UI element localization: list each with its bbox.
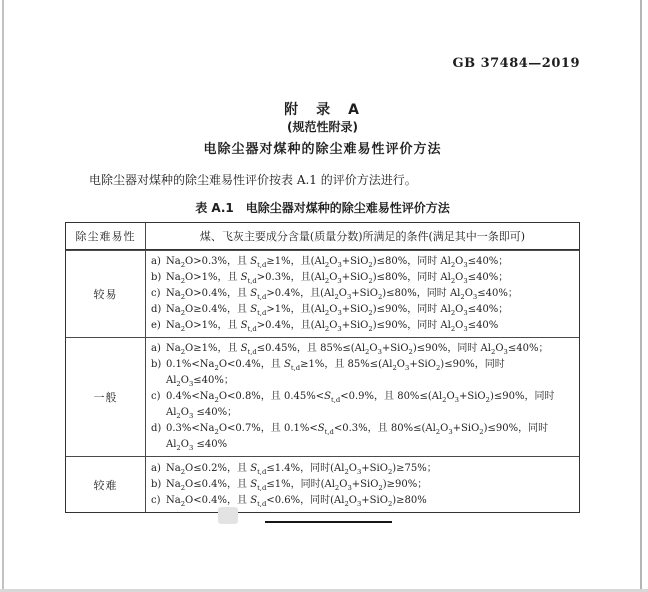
appendix-title: 电除尘器对煤种的除尘难易性评价方法: [203, 142, 442, 157]
condition-text: $Na_2O\le 0.4\%$，且 $S_{t,d}\le 1\%$，同时$(Al_2O_3+SiO_2)\ge 90\%$；: [166, 478, 428, 492]
condition-text: $Na_2O<0.4\%$，且 $S_{t,d}<0.6\%$，同时$(Al_2O_3+SiO_2)\ge 80\%$: [166, 494, 427, 508]
intro-paragraph: 电除尘器对煤种的除尘难易性评价按表 A.1 的评价方法进行。: [89, 173, 417, 187]
condition-item: [151, 421, 571, 453]
table-caption: 表 A.1 电除尘器对煤种的除尘难易性评价方法: [195, 201, 450, 215]
evaluation-table: [65, 222, 580, 513]
condition-item: [151, 254, 571, 270]
conditions-cell: [146, 457, 579, 512]
condition-label: a): [151, 462, 161, 474]
standard-number: GB 37484—2019: [452, 56, 580, 71]
condition-item: [151, 389, 571, 421]
condition-label: d): [151, 304, 162, 315]
condition-label: a): [151, 256, 161, 267]
table-row-hard: [66, 456, 579, 512]
table-header-row: [66, 223, 579, 250]
condition-label: a): [151, 343, 161, 354]
condition-text: $0.1\%<Na_2O<0.4\%$，且 $S_{t,d}\ge 1\%$，且 $85\%\le(Al_2O_3+SiO_2)\le 90\%$，同时 $Al_2O_3\le 40\%$；: [166, 359, 505, 388]
condition-item: [151, 357, 571, 389]
condition-text: $Na_2O>1\%$，且 $S_{t,d}>0.3\%$，且$(Al_2O_3+SiO_2)\le 80\%$，同时 $Al_2O_3\le 40\%$；: [166, 272, 509, 285]
condition-label: b): [151, 272, 162, 283]
condition-text: $Na_2O>0.3\%$，且 $S_{t,d}\ge 1\%$，且$(Al_2O_3+SiO_2)\le 80\%$，同时 $Al_2O_3\le 40\%$；: [166, 256, 509, 269]
difficulty-category: 较难: [66, 457, 146, 512]
condition-label: c): [151, 391, 161, 402]
condition-item: [151, 318, 571, 334]
condition-text: $Na_2O>1\%$，且 $S_{t,d}>0.4\%$，且$(Al_2O_3+SiO_2)\le 90\%$，同时 $Al_2O_3\le 40\%$: [166, 320, 499, 333]
condition-item: [151, 341, 571, 357]
page-edge-right: [640, 0, 642, 592]
appendix-label: 附 录 A: [284, 102, 361, 118]
end-of-text-rule: [265, 521, 392, 523]
condition-text: $0.4\%<Na_2O<0.8\%$，且 $0.45\%<S_{t,d}<0.9\%$，且 $80\%\le(Al_2O_3+SiO_2)\le 90\%$，同时 $Al_2O_3 \le 40\%$；: [166, 391, 555, 420]
header-cell-difficulty: 除尘难易性: [66, 223, 146, 249]
condition-label: c): [151, 494, 161, 506]
condition-text: $Na_2O\le 0.2\%$，且 $S_{t,d}\le 1.4\%$，同时$(Al_2O_3+SiO_2)\ge 75\%$；: [166, 462, 437, 476]
condition-text: $Na_2O\ge 1\%$，且 $S_{t,d}\le 0.45\%$，且 $85\%\le(Al_2O_3+SiO_2)\le 90\%$，同时 $Al_2O_3\le 40\%$；: [166, 343, 549, 356]
table-row-easy: [66, 250, 579, 337]
header-cell-conditions: 煤、飞灰主要成分含量(质量分数)所满足的条件(满足其中一条即可): [199, 230, 526, 243]
condition-label: e): [151, 320, 161, 331]
condition-item: [151, 461, 571, 477]
condition-item: [151, 493, 571, 509]
condition-text: $Na_2O>0.4\%$，且 $S_{t,d}>0.4\%$，且$(Al_2O_3+SiO_2)\le 80\%$，同时 $Al_2O_3\le 40\%$；: [166, 288, 518, 301]
condition-label: c): [151, 288, 161, 299]
difficulty-category: 一般: [66, 338, 146, 456]
condition-item: [151, 270, 571, 286]
scan-artifact-mark: [218, 507, 238, 524]
condition-item: [151, 302, 571, 318]
conditions-cell: [146, 338, 579, 456]
condition-label: b): [151, 478, 162, 490]
condition-item: [151, 477, 571, 493]
condition-text: $0.3\%<Na_2O<0.7\%$，且 $0.1\%<S_{t,d}<0.3\%$，且 $80\%\le(Al_2O_3+SiO_2)\le 90\%$，同时 $Al_2O_3 \le 40\%$: [166, 423, 549, 452]
page-edge-left: [2, 0, 4, 592]
condition-label: b): [151, 359, 162, 370]
appendix-normative-note: (规范性附录): [287, 120, 358, 134]
difficulty-category: 较易: [66, 251, 146, 337]
table-row-medium: [66, 337, 579, 456]
conditions-cell: [146, 251, 579, 337]
condition-label: d): [151, 423, 162, 434]
condition-item: [151, 286, 571, 302]
condition-text: $Na_2O\ge 0.4\%$，且 $S_{t,d}>1\%$，且$(Al_2O_3+SiO_2)\le 90\%$，同时 $Al_2O_3\le 40\%$；: [166, 304, 509, 317]
